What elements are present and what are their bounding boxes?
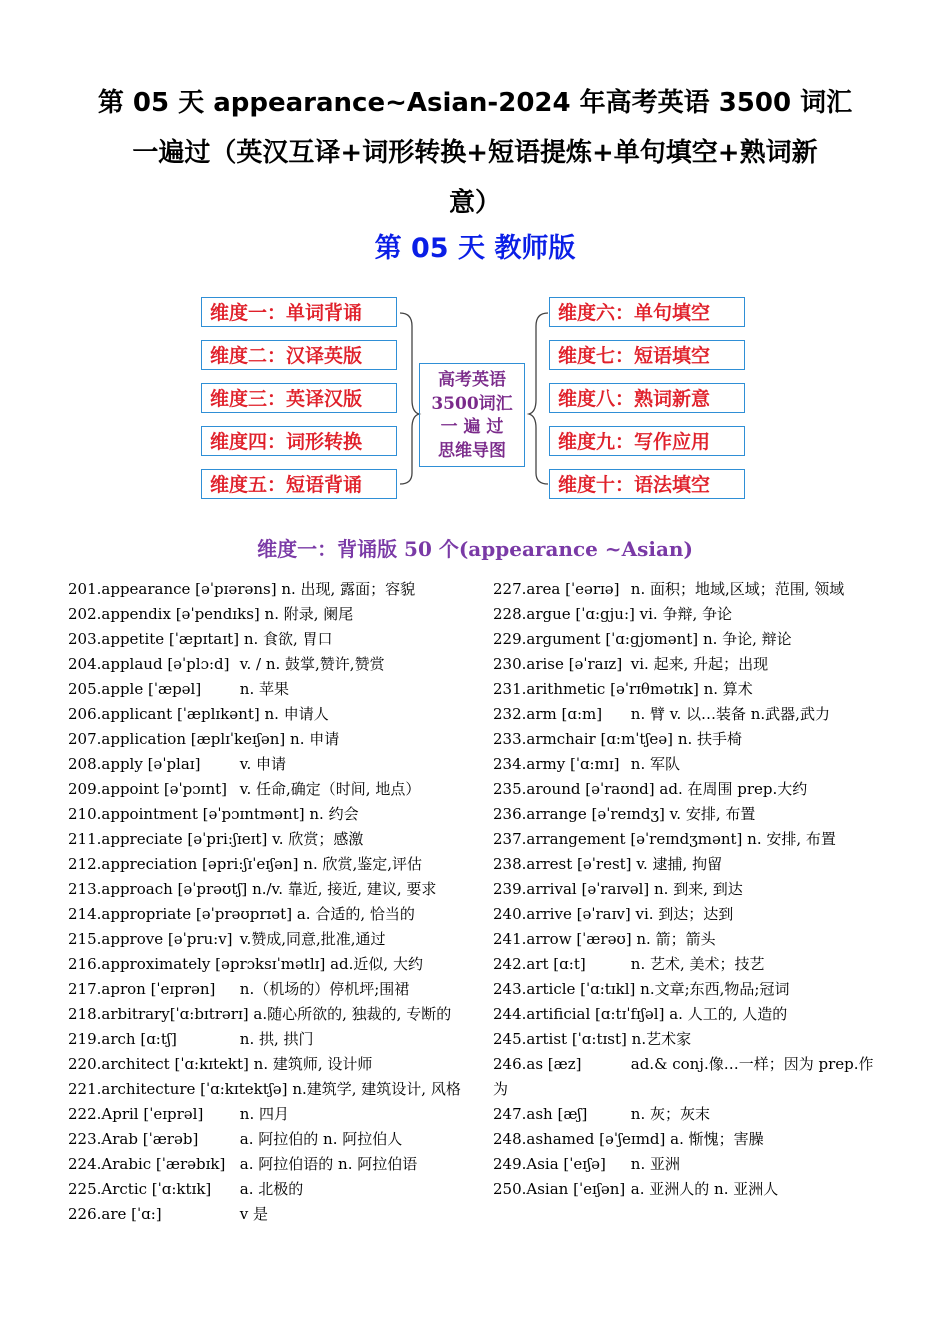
vocab-entry: [493, 852, 888, 877]
vocab-meaning: n. 争论, 辩论: [702, 630, 792, 648]
mindmap-center-line: 一 遍 过: [440, 417, 504, 437]
vocab-word: 244.artificial [ɑ:tɪˈfɪʃəl]: [493, 1005, 665, 1023]
vocab-word: 214.appropriate [əˈprəʊprɪət]: [68, 905, 293, 923]
vocab-meaning: a. 人工的, 人造的: [669, 1005, 788, 1023]
vocab-entry: [68, 902, 473, 927]
vocab-word: 209.appoint [əˈpɔɪnt]: [68, 780, 228, 798]
vocab-word: 206.applicant [ˈæplɪkənt]: [68, 705, 260, 723]
vocab-meaning: n.建筑学, 建筑设计, 风格: [292, 1080, 461, 1098]
vocab-word: 222.April [ˈeɪprəl]: [68, 1105, 204, 1123]
vocab-word: 236.arrange [əˈreɪndʒ]: [493, 805, 665, 823]
vocab-meaning: n. 箭；箭头: [636, 930, 716, 948]
vocab-meaning: n. 到来, 到达: [654, 880, 743, 898]
vocab-meaning: n. 建筑师, 设计师: [253, 1055, 373, 1073]
vocab-meaning: a. 合适的, 恰当的: [296, 905, 415, 923]
vocab-word: 250.Asian [ˈeɪʃən]: [493, 1180, 626, 1198]
vocab-word: 224.Arabic [ˈærəbɪk]: [68, 1155, 226, 1173]
vocab-word: 221.architecture [ˈɑ:kɪtektʃə]: [68, 1080, 288, 1098]
vocab-word: 211.appreciate [əˈpri:ʃɪeɪt]: [68, 830, 268, 848]
vocab-entry: [68, 752, 473, 777]
vocab-meaning: n. 约会: [309, 805, 359, 823]
vocab-meaning: ad.近似, 大约: [330, 955, 423, 973]
vocab-entry: [493, 902, 888, 927]
vocab-word: 232.arm [ɑ:m]: [493, 705, 603, 723]
vocab-entry: [68, 777, 473, 802]
vocab-meaning: n. 出现, 露面；容貌: [281, 580, 416, 598]
vocab-meaning: a.随心所欲的, 独裁的, 专断的: [253, 1005, 452, 1023]
mindmap-right-item: 维度十：语法填空: [549, 469, 745, 499]
vocab-entry: [493, 802, 888, 827]
vocab-entry: [493, 1002, 888, 1027]
vocab-entry: [493, 1027, 888, 1052]
vocab-column-right: [493, 577, 888, 1202]
vocab-entry: [493, 652, 888, 677]
vocab-word: 219.arch [ɑ:tʃ]: [68, 1030, 177, 1048]
mindmap-right-item: 维度六：单句填空: [549, 297, 745, 327]
subtitle: 第 05 天 教师版: [374, 233, 576, 264]
vocab-meaning: v. 任命,确定（时间, 地点）: [239, 780, 421, 798]
mindmap-left-item: 维度五：短语背诵: [201, 469, 397, 499]
vocab-entry: [68, 1002, 473, 1027]
vocab-entry: [68, 852, 473, 877]
mindmap-right-item: 维度九：写作应用: [549, 426, 745, 456]
vocab-word: 233.armchair [ɑ:mˈtʃeə]: [493, 730, 674, 748]
vocab-entry: [493, 627, 888, 652]
vocab-word: 230.arise [əˈraɪz]: [493, 655, 623, 673]
vocab-meaning: n./v. 靠近, 接近, 建议, 要求: [252, 880, 437, 898]
vocab-entry: [68, 727, 473, 752]
vocab-word: 242.art [ɑ:t]: [493, 955, 586, 973]
section-heading: 维度一：背诵版 50 个(appearance ~Asian): [257, 537, 693, 561]
vocab-word: 238.arrest [əˈrest]: [493, 855, 632, 873]
vocab-entry: [493, 827, 888, 852]
vocab-word: 216.approximately [əprɔksɪˈmətlɪ]: [68, 955, 326, 973]
vocab-entry: [68, 927, 473, 952]
vocab-entry: [493, 577, 888, 602]
vocab-word: 220.architect [ˈɑ:kɪtekt]: [68, 1055, 249, 1073]
vocab-meaning: a. 阿拉伯的 n. 阿拉伯人: [239, 1130, 403, 1148]
mindmap-right-item: 维度八：熟词新意: [549, 383, 745, 413]
vocab-meaning: n. 附录, 阑尾: [264, 605, 354, 623]
vocab-meaning: a. 惭愧；害臊: [670, 1130, 764, 1148]
vocab-word: 241.arrow [ˈærəʊ]: [493, 930, 632, 948]
vocab-meaning: v.赞成,同意,批准,通过: [239, 930, 386, 948]
vocab-entry: [68, 1152, 473, 1177]
vocab-meaning: vi. 起来, 升起；出现: [630, 655, 769, 673]
vocab-entry: [68, 652, 473, 677]
vocab-word: 235.around [əˈraʊnd]: [493, 780, 655, 798]
vocab-entry: [493, 1152, 888, 1177]
vocab-meaning: n. 面积；地域,区域；范围, 领域: [630, 580, 845, 598]
mindmap-left-item: 维度一：单词背诵: [201, 297, 397, 327]
vocab-word: 228.argue [ˈɑ:gju:]: [493, 605, 635, 623]
vocab-word: 246.as [æz]: [493, 1055, 582, 1073]
vocab-word: 225.Arctic [ˈɑ:ktɪk]: [68, 1180, 212, 1198]
vocab-meaning: n. 苹果: [239, 680, 289, 698]
vocab-entry: [493, 702, 888, 727]
vocab-meaning: n. 食欲, 胃口: [243, 630, 333, 648]
vocab-entry: [493, 1052, 888, 1102]
vocab-entry: [493, 977, 888, 1002]
mindmap-center-line: 高考英语: [438, 370, 506, 390]
vocab-word: 249.Asia [ˈeɪʃə]: [493, 1155, 606, 1173]
vocab-word: 231.arithmetic [əˈrɪθmətɪk]: [493, 680, 699, 698]
vocab-entry: [493, 1177, 888, 1202]
vocab-entry: [68, 677, 473, 702]
vocab-meaning: n. 灰；灰末: [630, 1105, 710, 1123]
vocab-entry: [493, 952, 888, 977]
vocab-meaning: n. 臂 v. 以…装备 n.武器,武力: [630, 705, 830, 723]
vocab-entry: [68, 602, 473, 627]
mindmap-center-line: 3500词汇: [431, 393, 513, 414]
vocab-entry: [493, 602, 888, 627]
vocab-word: 223.Arab [ˈærəb]: [68, 1130, 199, 1148]
vocab-entry: [68, 952, 473, 977]
title-line-2: 一遍过（英汉互译+词形转换+短语提炼+单句填空+熟词新: [132, 138, 818, 168]
vocab-meaning: v 是: [239, 1205, 269, 1223]
vocab-meaning: n. 拱, 拱门: [239, 1030, 314, 1048]
title-line-1: 第 05 天 appearance~Asian-2024 年高考英语 3500 词汇: [97, 88, 853, 118]
vocab-entry: [68, 1027, 473, 1052]
vocab-word: 215.approve [əˈpru:v]: [68, 930, 233, 948]
left-brace: [400, 313, 419, 484]
vocab-meaning: n. 军队: [630, 755, 680, 773]
mindmap-left-item: 维度四：词形转换: [201, 426, 397, 456]
vocab-meaning: ad. 在周围 prep.大约: [659, 780, 808, 798]
vocab-word: 212.appreciation [əpri:ʃɪˈeɪʃən]: [68, 855, 299, 873]
vocab-word: 240.arrive [əˈraɪv]: [493, 905, 631, 923]
vocab-word: 247.ash [æʃ]: [493, 1105, 588, 1123]
vocab-word: 204.applaud [əˈplɔ:d]: [68, 655, 230, 673]
vocab-word: 218.arbitrary[ˈɑ:bɪtrərɪ]: [68, 1005, 249, 1023]
mindmap-right-item: 维度七：短语填空: [549, 340, 745, 370]
vocab-meaning: n. 算术: [703, 680, 753, 698]
vocab-meaning: v. 申请: [239, 755, 287, 773]
vocab-meaning: n. 申请人: [264, 705, 329, 723]
vocab-word: 248.ashamed [əˈʃeɪmd]: [493, 1130, 666, 1148]
vocab-column-left: [68, 577, 473, 1227]
vocab-meaning: n. 艺术, 美术；技艺: [630, 955, 765, 973]
vocab-entry: [68, 1052, 473, 1077]
vocab-meaning: v. 欣赏；感激: [272, 830, 364, 848]
vocab-word: 207.application [æplɪˈkeɪʃən]: [68, 730, 286, 748]
right-brace: [529, 313, 548, 484]
vocab-meaning: v. 安排, 布置: [669, 805, 756, 823]
vocab-word: 245.artist [ˈɑ:tɪst]: [493, 1030, 627, 1048]
vocab-meaning: n. 亚洲: [630, 1155, 680, 1173]
vocab-entry: [68, 802, 473, 827]
vocab-word: 234.army [ˈɑ:mɪ]: [493, 755, 620, 773]
vocab-meaning: v. 逮捕, 拘留: [636, 855, 723, 873]
vocab-entry: [493, 877, 888, 902]
vocab-entry: [68, 702, 473, 727]
vocab-meaning: vi. 到达；达到: [635, 905, 734, 923]
vocab-entry: [493, 1127, 888, 1152]
vocab-word: 201.appearance [əˈpɪərəns]: [68, 580, 277, 598]
vocab-meaning: a. 亚洲人的 n. 亚洲人: [630, 1180, 779, 1198]
vocab-meaning: n.（机场的）停机坪;围裙: [239, 980, 410, 998]
vocab-entry: [493, 1102, 888, 1127]
vocab-entry: [493, 727, 888, 752]
vocab-entry: [68, 877, 473, 902]
vocab-entry: [68, 1127, 473, 1152]
vocab-entry: [68, 577, 473, 602]
vocab-meaning: n.文章;东西,物品;冠词: [640, 980, 790, 998]
vocab-entry: [68, 1202, 473, 1227]
vocab-entry: [493, 927, 888, 952]
vocab-meaning: n. 四月: [239, 1105, 289, 1123]
vocab-meaning: a. 北极的: [239, 1180, 304, 1198]
mindmap-left-item: 维度三：英译汉版: [201, 383, 397, 413]
vocab-entry: [68, 1102, 473, 1127]
vocab-entry: [68, 977, 473, 1002]
vocab-meaning: n. 申请: [290, 730, 340, 748]
vocab-word: 239.arrival [əˈraɪvəl]: [493, 880, 650, 898]
vocab-word: 203.appetite [ˈæpɪtaɪt]: [68, 630, 240, 648]
vocab-meaning: n. 欣赏,鉴定,评估: [303, 855, 423, 873]
title-line-3: 意）: [448, 188, 501, 218]
vocab-word: 217.apron [ˈeɪprən]: [68, 980, 216, 998]
vocab-meaning: n.艺术家: [631, 1030, 692, 1048]
vocab-meaning: vi. 争辩, 争论: [639, 605, 733, 623]
vocab-word: 205.apple [ˈæpəl]: [68, 680, 202, 698]
vocab-entry: [68, 827, 473, 852]
vocab-word: 210.appointment [əˈpɔɪntmənt]: [68, 805, 305, 823]
vocab-entry: [68, 627, 473, 652]
vocab-word: 227.area [ˈeərɪə]: [493, 580, 620, 598]
vocab-meaning: n. 扶手椅: [677, 730, 743, 748]
vocab-word: 213.approach [əˈprəʊtʃ]: [68, 880, 248, 898]
vocab-word: 208.apply [əˈplaɪ]: [68, 755, 201, 773]
vocab-meaning: ad.& conj.像…一样；因为 prep.作为: [493, 1055, 874, 1098]
vocab-meaning: a. 阿拉伯语的 n. 阿拉伯语: [239, 1155, 418, 1173]
vocab-entry: [493, 752, 888, 777]
mindmap-left-item: 维度二：汉译英版: [201, 340, 397, 370]
vocab-word: 237.arrangement [əˈreɪndʒmənt]: [493, 830, 743, 848]
vocab-entry: [493, 777, 888, 802]
vocab-word: 226.are [ˈɑ:]: [68, 1205, 162, 1223]
vocab-entry: [68, 1077, 473, 1102]
mindmap-center-line: 思维导图: [438, 440, 506, 461]
vocab-word: 229.argument [ˈɑ:gjʊmənt]: [493, 630, 699, 648]
vocab-word: 202.appendix [əˈpendɪks]: [68, 605, 260, 623]
mindmap-center: [419, 363, 525, 467]
vocab-entry: [68, 1177, 473, 1202]
vocab-entry: [493, 677, 888, 702]
vocab-meaning: n. 安排, 布置: [747, 830, 836, 848]
vocab-meaning: v. / n. 鼓掌,赞许,赞赏: [239, 655, 385, 673]
vocab-word: 243.article [ˈɑ:tɪkl]: [493, 980, 636, 998]
